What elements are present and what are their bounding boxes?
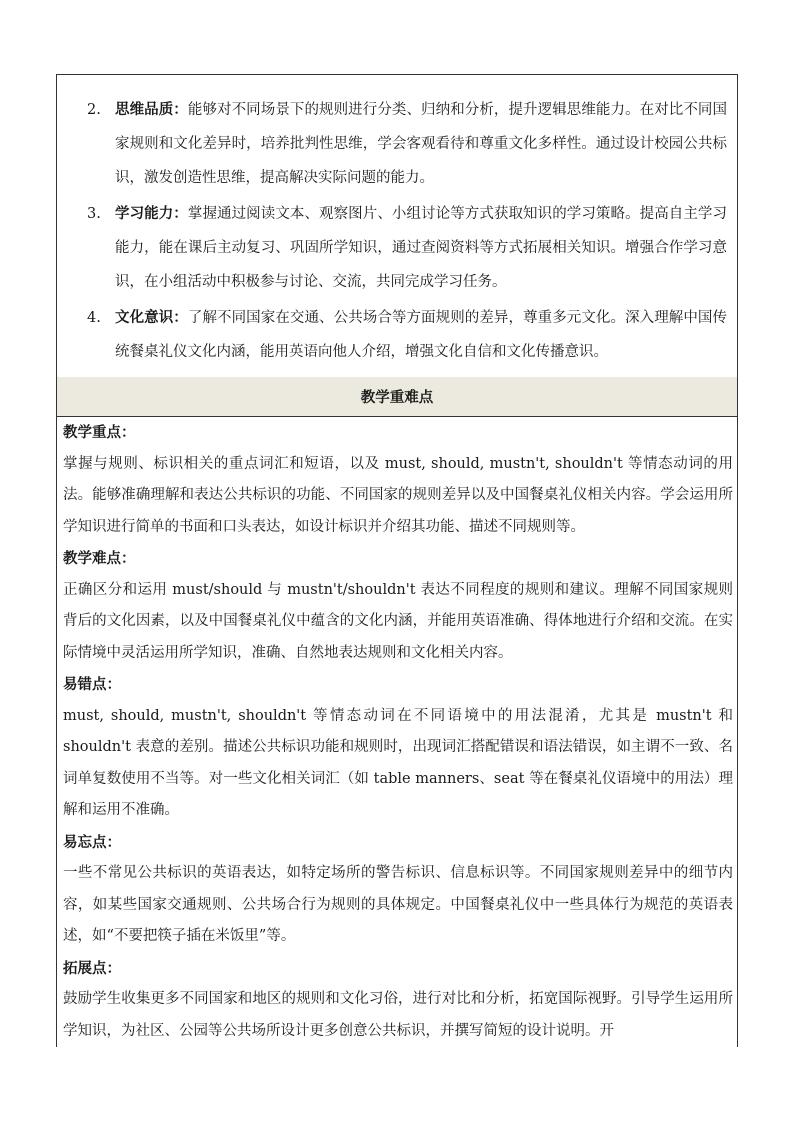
goal-text-container [115, 301, 727, 369]
goal-label: 学习能力： [115, 205, 188, 222]
goal-number: 3. [87, 206, 101, 222]
error-prone-title: 易错点： [63, 676, 121, 693]
goal-item-culture [87, 301, 727, 369]
goal-item-thinking [87, 93, 727, 195]
key-point-title: 教学重点： [63, 424, 136, 441]
easily-forgotten-text: 一些不常见公共标识的英语表达，如特定场所的警告标识、信息标识等。不同国家规则差异中的细节内容，如某些国家交通规则、公共场合行为规则的具体规定。中国餐桌礼仪中一些具体行为规范的英语表述，如“不要把筷子插在米饭里”等。 [63, 865, 733, 944]
key-points-cell [63, 417, 733, 1047]
goal-text: 能够对不同场景下的规则进行分类、归纳和分析，提升逻辑思维能力。在对比不同国家规则和文化差异时，培养批判性思维，学会客观看待和尊重文化多样性。通过设计校园公共标识，激发创造性思维，提高解决实际问题的能力。 [115, 102, 728, 186]
extension-text: 鼓励学生收集更多不同国家和地区的规则和文化习俗，进行对比和分析，拓宽国际视野。引导学生运用所学知识，为社区、公园等公共场所设计更多创意公共标识，并撰写简短的设计说明。开 [63, 991, 733, 1039]
section-header [57, 377, 737, 417]
difficult-point-text: 正确区分和运用 must/should 与 mustn't/shouldn't 表达不同程度的规则和建议。理解不同国家规则背后的文化因素，以及中国餐桌礼仪中蕴含的文化内涵，并能用英语准确、得体地进行介绍和交流。在实际情境中灵活运用所学知识，准确、自然地表达规则和文化相关内容。 [63, 581, 733, 661]
easily-forgotten-title: 易忘点： [63, 833, 121, 851]
goal-label: 思维品质： [115, 101, 188, 118]
section-header-title: 教学重难点 [360, 389, 434, 406]
goal-item-learning [87, 197, 727, 299]
goal-text: 了解不同国家在交通、公共场合等方面规则的差异，尊重多元文化。深入理解中国传统餐桌礼仪文化内涵，能用英语向他人介绍，增强文化自信和文化传播意识。 [115, 310, 728, 360]
key-point-text: 掌握与规则、标识相关的重点词汇和短语，以及 must, should, mustn't, shouldn't 等情态动词的用法。能够准确理解和表达公共标识的功能、不同国家的规则差异以及中国餐桌礼仪相关内容。学会运用所学知识进行简单的书面和口头表达，如设计标识并介绍其功能、描述不同规则等。 [63, 455, 733, 535]
goals-cell [57, 75, 737, 378]
goal-number: 4. [87, 310, 101, 326]
error-prone-text: must, should, mustn't, shouldn't 等情态动词在不同语境中的用法混淆，尤其是 mustn't 和 shouldn't 表意的差别。描述公共标识功能和规则时，出现词汇搭配错误和语法错误，如主谓不一致、名词单复数使用不当等。对一些文化相关词汇（如 table manners、seat 等在餐桌礼仪语境中的用法）理解和运用不准确。 [63, 707, 733, 818]
extension-title: 拓展点： [63, 959, 121, 977]
goal-number: 2. [87, 102, 101, 118]
goal-text-container [115, 93, 727, 195]
goal-text-container [115, 197, 727, 299]
goal-text: 掌握通过阅读文本、观察图片、小组讨论等方式获取知识的学习策略。提高自主学习能力，能在课后主动复习、巩固所学知识，通过查阅资料等方式拓展相关知识。增强合作学习意识，在小组活动中积极参与讨论、交流，共同完成学习任务。 [115, 206, 728, 290]
goal-label: 文化意识： [115, 309, 188, 326]
difficult-point-title: 教学难点： [63, 550, 136, 567]
document-table [56, 74, 738, 1047]
